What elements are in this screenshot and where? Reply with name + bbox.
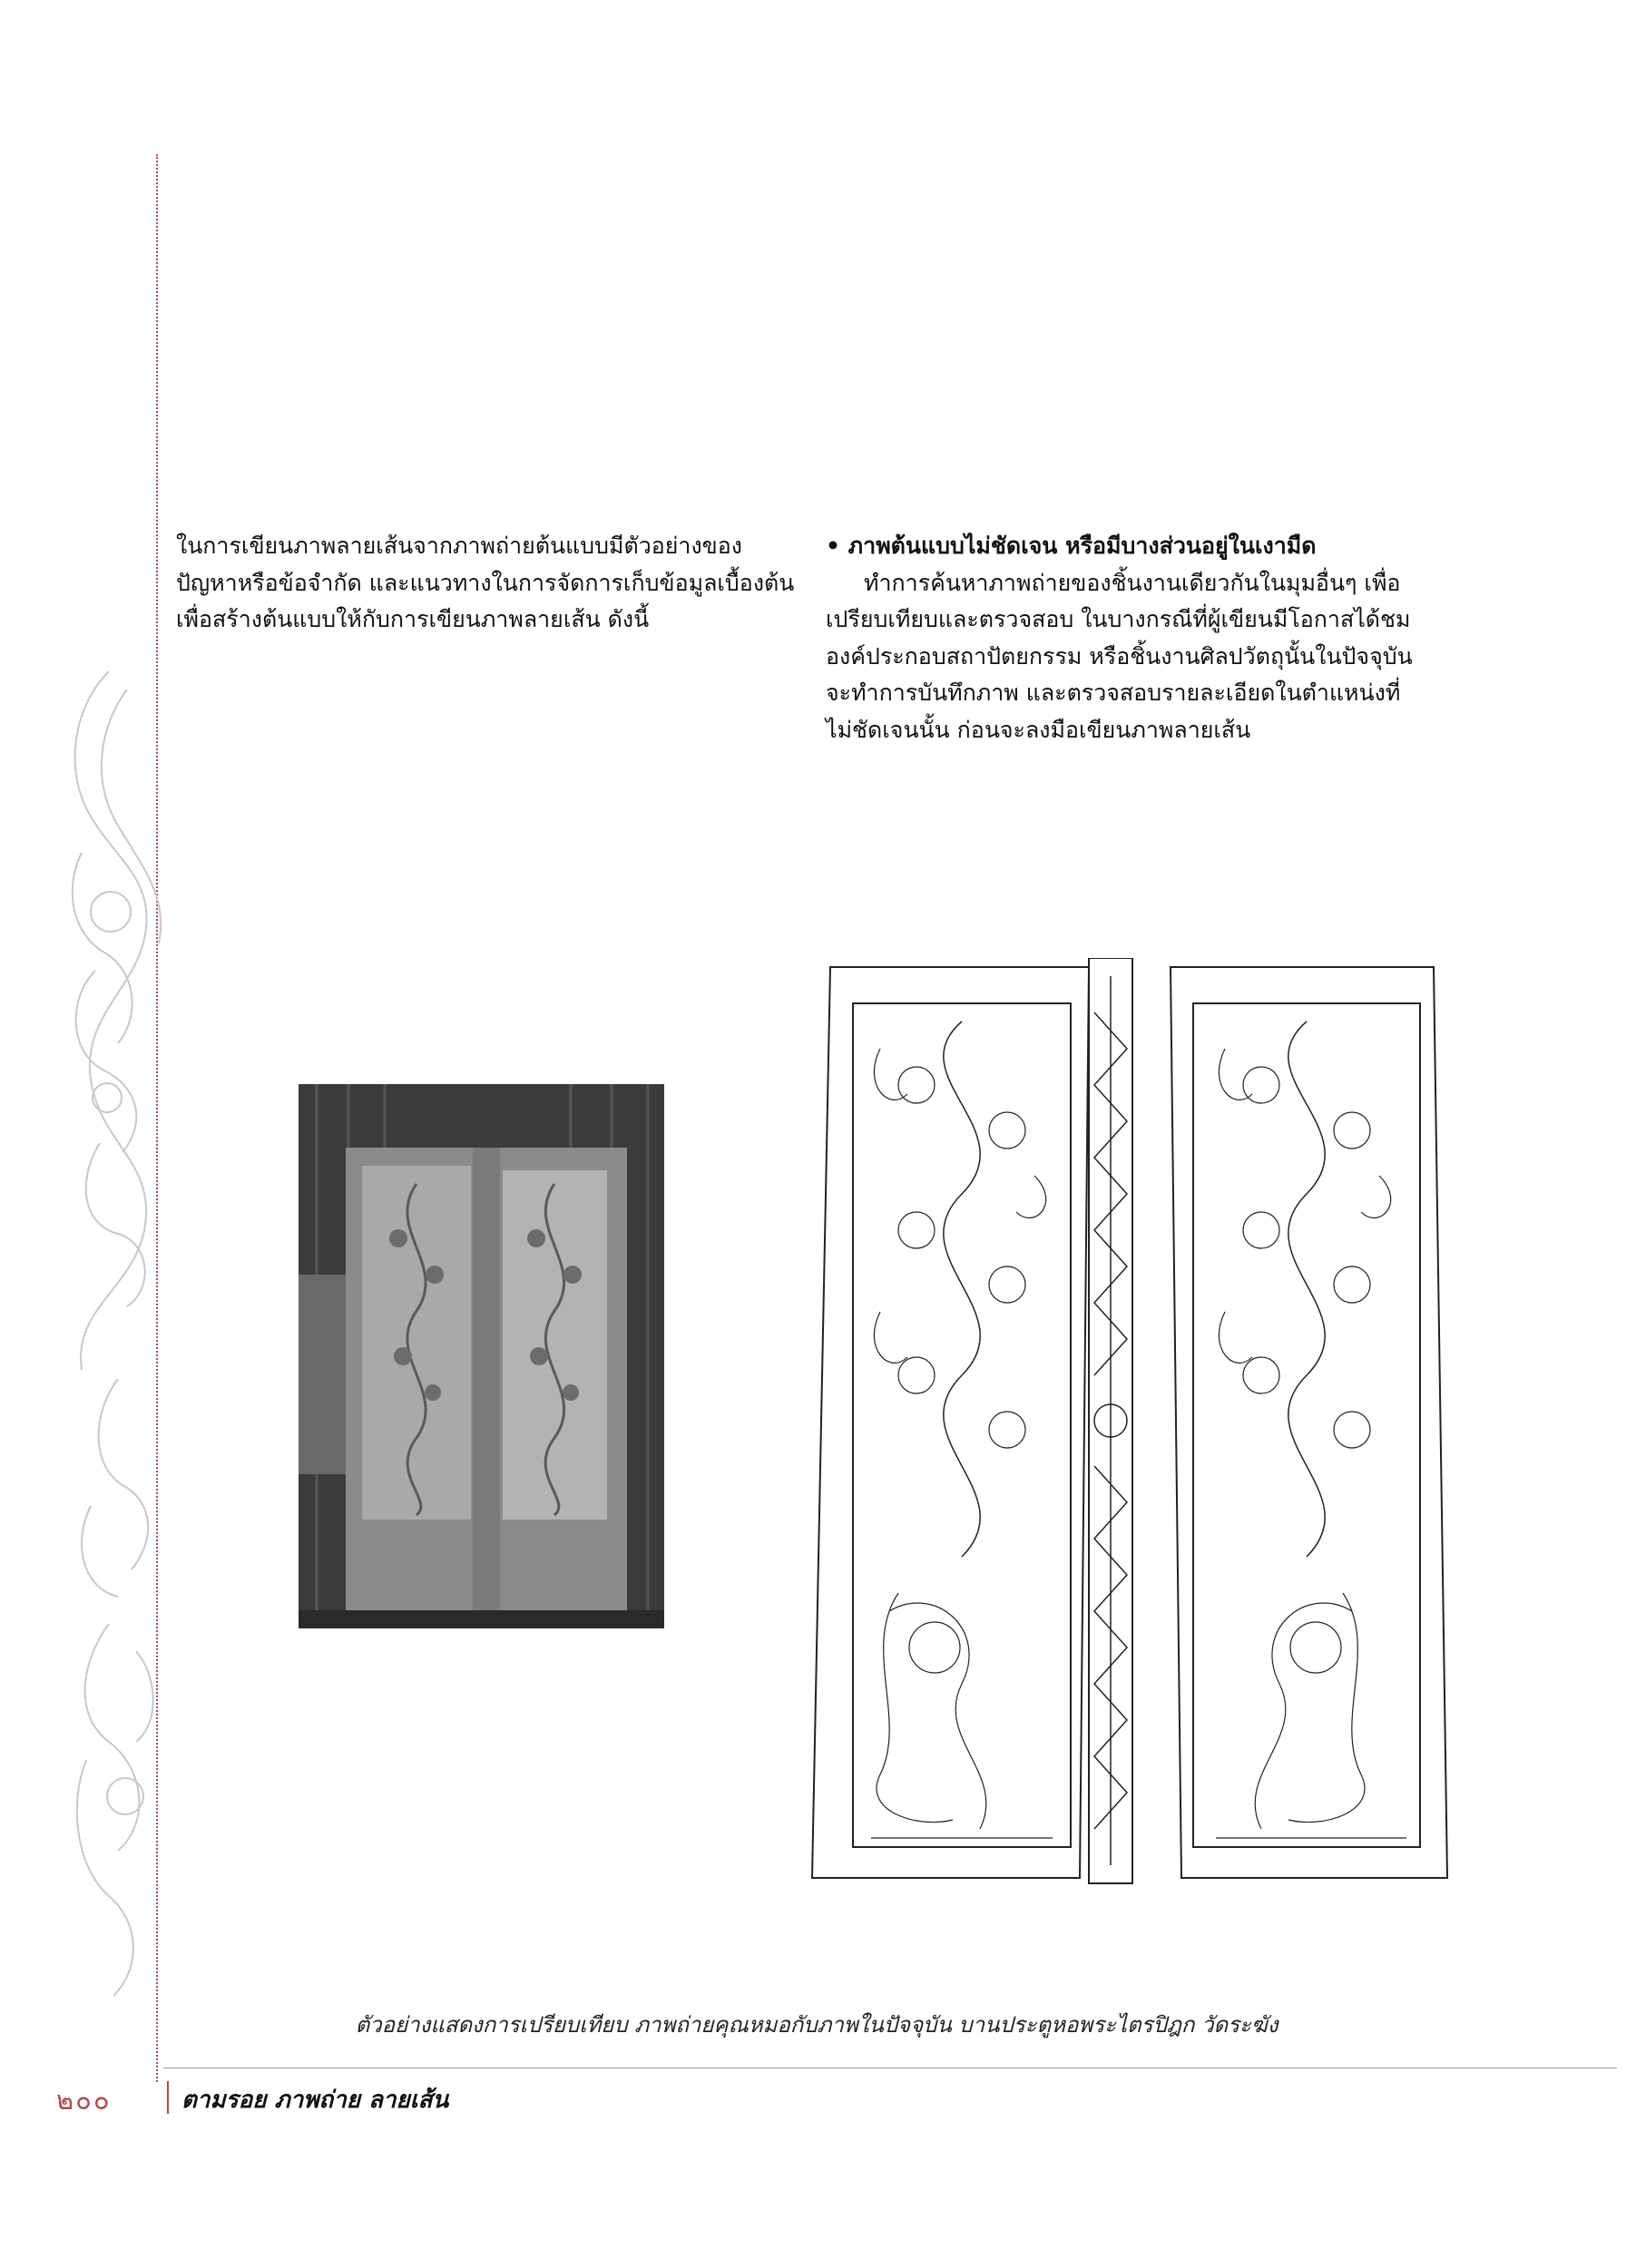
page-number: ๒๐๐ [56, 2085, 112, 2116]
section-line-4: จะทำการบันทึกภาพ และตรวจสอบรายละเอียดในตำแหน่งที่ [826, 679, 1401, 706]
section-line-5: ไม่ชัดเจนนั้น ก่อนจะลงมือเขียนภาพลายเส้น [826, 716, 1251, 743]
section-line-1: ทำการค้นหาภาพถ่ายของชิ้นงานเดียวกันในมุมอื่นๆ เพื่อ [864, 569, 1401, 596]
section-heading: • ภาพต้นแบบไม่ชัดเจน หรือมีบางส่วนอยู่ในเงามืด [826, 533, 1317, 559]
running-title: ตามรอย ภาพถ่าย ลายเส้น [181, 2087, 449, 2114]
intro-line-2: ปัญหาหรือข้อจำกัด และแนวทางในการจัดการเก็บข้อมูลเบื้องต้น [176, 569, 795, 596]
intro-line-3: เพื่อสร้างต้นแบบให้กับการเขียนภาพลายเส้น ดังนี้ [176, 606, 650, 632]
section-line-2: เปรียบเทียบและตรวจสอบ ในบางกรณีที่ผู้เขียนมีโอกาสได้ชม [826, 606, 1411, 632]
footer-separator [167, 2081, 169, 2114]
section-line-3: องค์ประกอบสถาปัตยกรรม หรือชิ้นงานศิลปวัตถุนั้นในปัจจุบัน [826, 642, 1413, 670]
section-unclear-source [826, 528, 1441, 748]
archival-door-photo [299, 1084, 664, 1628]
figure-caption: ตัวอย่างแสดงการเปรียบเทียบ ภาพถ่ายคุณหมอกับภาพในปัจจุบัน บานประตูหอพระไตรปิฎก วัดระฆัง [355, 2012, 1278, 2038]
margin-kanok-ornament [54, 671, 172, 2005]
line-drawing-door-panels [808, 958, 1452, 1887]
intro-line-1: ในการเขียนภาพลายเส้นจากภาพถ่ายต้นแบบมีตัวอย่างของ [176, 533, 742, 559]
intro-paragraph [176, 528, 802, 639]
